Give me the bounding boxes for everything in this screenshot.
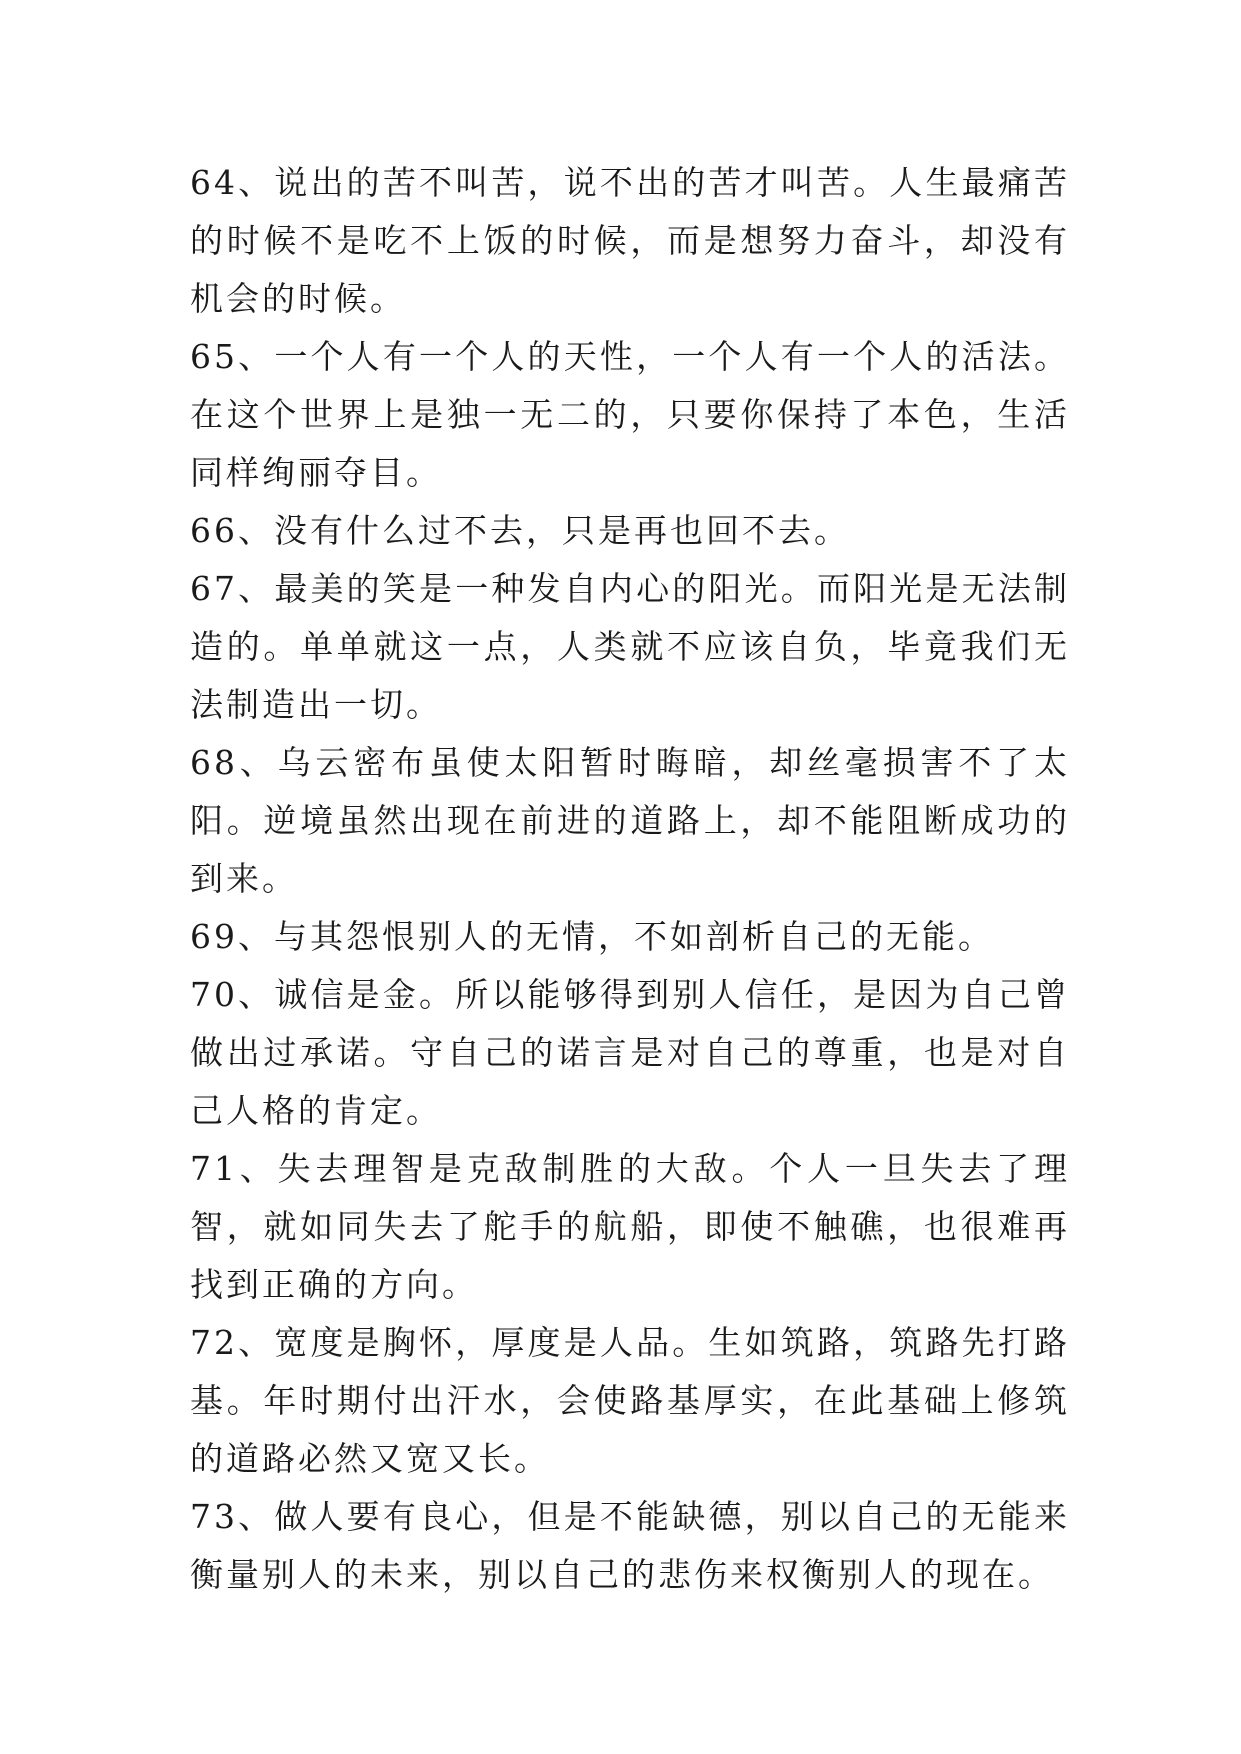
quote-72: 72、宽度是胸怀，厚度是人品。生如筑路，筑路先打路基。年时期付出汗水，会使路基厚实，在此基础上修筑的道路必然又宽又长。	[190, 1323, 1070, 1478]
document-page	[190, 154, 1070, 1604]
quote-65: 65、一个人有一个人的天性，一个人有一个人的活法。在这个世界上是独一无二的，只要你保持了本色，生活同样绚丽夺目。	[190, 337, 1070, 492]
quote-71: 71、失去理智是克敌制胜的大敌。个人一旦失去了理智，就如同失去了舵手的航船，即使不触礁，也很难再找到正确的方向。	[190, 1149, 1070, 1304]
quote-64: 64、说出的苦不叫苦，说不出的苦才叫苦。人生最痛苦的时候不是吃不上饭的时候，而是想努力奋斗，却没有机会的时候。	[190, 163, 1070, 318]
quote-67: 67、最美的笑是一种发自内心的阳光。而阳光是无法制造的。单单就这一点，人类就不应该自负，毕竟我们无法制造出一切。	[190, 569, 1070, 724]
quote-68: 68、乌云密布虽使太阳暂时晦暗，却丝毫损害不了太阳。逆境虽然出现在前进的道路上，却不能阻断成功的到来。	[190, 743, 1070, 898]
quote-66: 66、没有什么过不去，只是再也回不去。	[190, 511, 850, 550]
quote-70: 70、诚信是金。所以能够得到别人信任，是因为自己曾做出过承诺。守自己的诺言是对自己的尊重，也是对自己人格的肯定。	[190, 975, 1070, 1130]
quote-73: 73、做人要有良心，但是不能缺德，别以自己的无能来衡量别人的未来，别以自己的悲伤来权衡别人的现在。	[190, 1497, 1070, 1594]
quote-69: 69、与其怨恨别人的无情，不如剖析自己的无能。	[190, 917, 994, 956]
